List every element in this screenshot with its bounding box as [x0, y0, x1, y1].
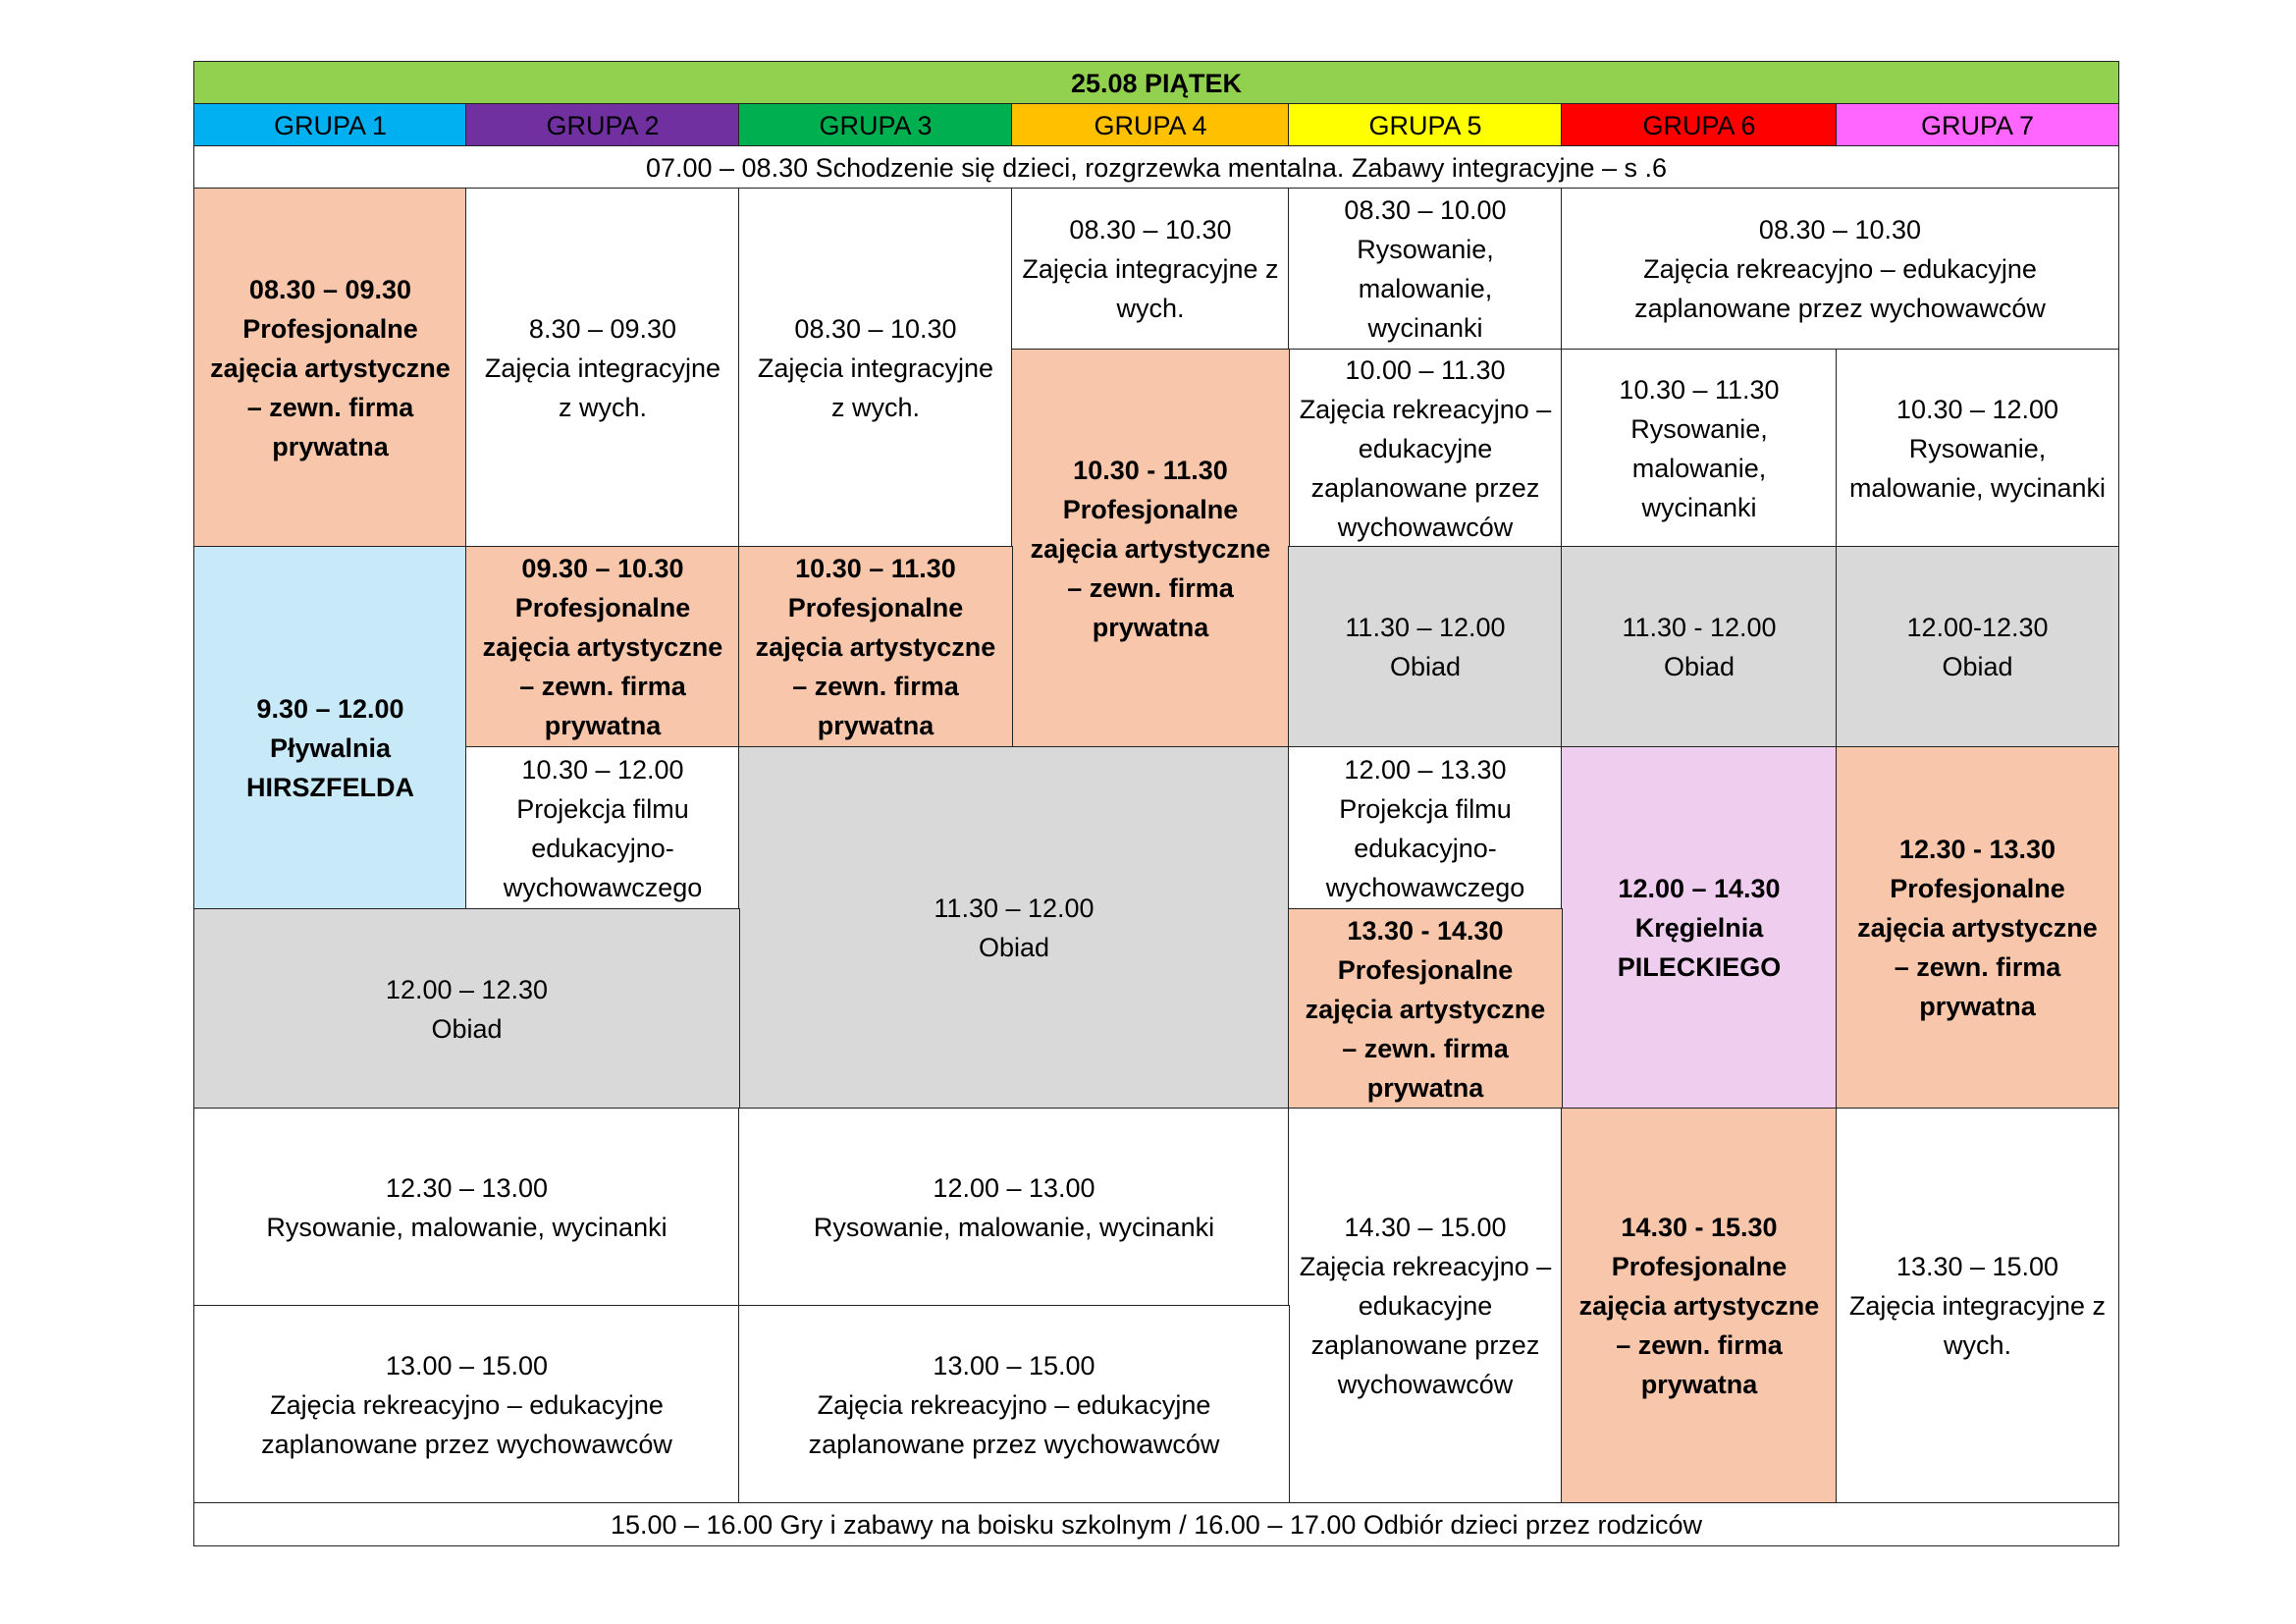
activity-time: 10.30 – 12.00 — [521, 754, 684, 785]
activity-g1-art — [193, 188, 467, 548]
activity-text: Zajęcia integracyjne z wych. — [757, 352, 994, 422]
activity-time: 10.30 – 12.00 — [1896, 394, 2059, 424]
activity-time: 10.30 – 11.30 — [1619, 374, 1780, 405]
activity-time: 11.30 – 12.00 — [1345, 613, 1506, 642]
activity-time: 11.30 - 12.00 — [1622, 613, 1777, 642]
activity-text: Obiad — [1942, 652, 2013, 681]
schedule-table — [193, 61, 2119, 1547]
activity-g2-art — [465, 546, 740, 748]
activity-time: 08.30 – 10.30 — [1069, 215, 1232, 244]
activity-time: 14.30 – 15.00 — [1344, 1213, 1507, 1242]
activity-g2-film — [465, 746, 740, 910]
activity-g1-pool — [193, 546, 467, 949]
activity-time: 11.30 – 12.00 — [934, 893, 1095, 923]
activity-text: Rysowanie, malowanie, wycinanki — [266, 1212, 667, 1242]
activity-time: 8.30 – 09.30 — [528, 313, 677, 344]
activity-g5-recre2 — [1288, 1108, 1563, 1504]
activity-g4-art — [1011, 349, 1290, 748]
activity-text: Obiad — [1663, 652, 1735, 681]
activity-time: 12.00 – 14.30 — [1618, 874, 1781, 903]
group-header-label: GRUPA 5 — [1368, 110, 1482, 140]
activity-text: Pływalnia HIRSZFELDA — [246, 732, 414, 802]
activity-time: 08.30 – 10.30 — [1758, 215, 1922, 244]
activity-text: Obiad — [431, 1013, 503, 1044]
group-header-label: GRUPA 6 — [1642, 110, 1756, 140]
activity-g12-draw — [193, 1108, 740, 1307]
activity-g34-lunch — [738, 746, 1290, 1110]
activity-text: Rysowanie, malowanie, wycinanki — [1848, 433, 2107, 503]
group-header-2 — [465, 103, 740, 147]
activity-text: Zajęcia rekreacyjno – edukacyjne zaplanowane przez wychowawców — [808, 1389, 1220, 1459]
activity-g5-art — [1288, 908, 1563, 1110]
day-title-text: 25.08 PIĄTEK — [1070, 68, 1243, 98]
day-title — [193, 61, 2119, 105]
activity-text: Profesjonalne zajęcia artystyczne – zewn. firma prywatna — [1857, 874, 2098, 1021]
activity-text: Zajęcia integracyjne z wych. — [1022, 254, 1279, 323]
group-header-label: GRUPA 4 — [1094, 110, 1207, 140]
group-header-1 — [193, 103, 467, 147]
activity-time: 13.00 – 15.00 — [933, 1350, 1095, 1380]
activity-time: 08.30 – 10.00 — [1344, 195, 1507, 225]
activity-text: Profesjonalne zajęcia artystyczne – zewn. firma prywatna — [755, 593, 996, 740]
activity-g6-lunch — [1561, 546, 1838, 748]
activity-text: Rysowanie, malowanie, wycinanki — [1357, 235, 1494, 343]
footer-note-text: 15.00 – 16.00 Gry i zabawy na boisku szkolnym / 16.00 – 17.00 Odbiór dzieci przez rodziców — [610, 1509, 1703, 1540]
group-header-3 — [738, 103, 1013, 147]
activity-g34-recre — [738, 1305, 1290, 1504]
activity-time: 13.00 – 15.00 — [385, 1350, 549, 1380]
activity-time: 13.30 - 14.30 — [1347, 915, 1504, 946]
group-header-6 — [1561, 103, 1838, 147]
activity-text: Zajęcia rekreacyjno – edukacyjne zaplanowane przez wychowawców — [1634, 254, 2046, 323]
group-header-label: GRUPA 1 — [273, 110, 388, 140]
morning-note-text: 07.00 – 08.30 Schodzenie się dzieci, rozgrzewka mentalna. Zabawy integracyjne – s .6 — [645, 152, 1668, 183]
activity-g6-bowling — [1561, 746, 1838, 1110]
activity-g7-draw — [1836, 349, 2119, 548]
activity-time: 12.00-12.30 — [1906, 613, 2049, 642]
footer-note — [193, 1502, 2119, 1546]
activity-text: Projekcja filmu edukacyjno-wychowawczego — [503, 793, 703, 902]
activity-text: Zajęcia integracyjne z wych. — [484, 352, 721, 422]
activity-text: Zajęcia rekreacyjno – edukacyjne zaplanowane przez wychowawców — [1299, 394, 1552, 542]
activity-text: Projekcja filmu edukacyjno-wychowawczego — [1325, 793, 1525, 902]
activity-time: 08.30 – 09.30 — [248, 274, 412, 304]
group-header-7 — [1836, 103, 2119, 147]
group-header-5 — [1288, 103, 1563, 147]
activity-g4-integr — [1011, 188, 1290, 351]
activity-text: Kręgielnia PILECKIEGO — [1617, 913, 1782, 982]
activity-text: Zajęcia rekreacyjno – edukacyjne zaplanowane przez wychowawców — [261, 1389, 672, 1459]
activity-time: 08.30 – 10.30 — [794, 313, 957, 344]
activity-time: 14.30 - 15.30 — [1621, 1213, 1778, 1242]
activity-g5-film — [1288, 746, 1563, 910]
activity-text: Zajęcia integracyjne z wych. — [1848, 1291, 2107, 1360]
activity-time: 12.30 - 13.30 — [1898, 835, 2056, 864]
activity-time: 12.00 – 13.30 — [1344, 754, 1507, 785]
activity-text: Profesjonalne zajęcia artystyczne – zewn. firma prywatna — [1305, 954, 1546, 1103]
activity-time: 09.30 – 10.30 — [521, 554, 684, 583]
activity-g7-lunch — [1836, 546, 2119, 748]
activity-g5-lunch — [1288, 546, 1563, 748]
activity-time: 12.00 – 12.30 — [385, 974, 549, 1004]
activity-text: Profesjonalne zajęcia artystyczne – zewn. firma prywatna — [1030, 494, 1271, 642]
activity-g6-art — [1561, 1108, 1838, 1504]
activity-g5-recre — [1288, 349, 1563, 548]
activity-g3-art — [738, 546, 1013, 748]
activity-time: 10.30 – 11.30 — [795, 554, 956, 583]
activity-text: Profesjonalne zajęcia artystyczne – zewn. firma prywatna — [482, 593, 723, 740]
activity-time: 12.00 – 13.00 — [933, 1172, 1095, 1203]
activity-text: Profesjonalne zajęcia artystyczne – zewn. firma prywatna — [210, 313, 451, 461]
activity-text: Obiad — [978, 933, 1050, 962]
activity-g12-lunch — [193, 908, 740, 1110]
activity-g67-recre — [1561, 188, 2119, 351]
activity-g2-integr — [465, 188, 740, 548]
activity-time: 9.30 – 12.00 — [256, 693, 404, 724]
activity-g6-draw — [1561, 349, 1838, 548]
activity-g3-integr — [738, 188, 1013, 548]
activity-text: Rysowanie, malowanie, wycinanki — [813, 1212, 1215, 1242]
group-header-label: GRUPA 7 — [1920, 110, 2035, 140]
activity-g7-integr — [1836, 1108, 2119, 1504]
activity-g34-draw — [738, 1108, 1290, 1307]
morning-note — [193, 145, 2119, 189]
group-header-label: GRUPA 3 — [819, 110, 933, 140]
activity-text: Obiad — [1389, 652, 1462, 681]
activity-text: Profesjonalne zajęcia artystyczne – zewn. firma prywatna — [1578, 1252, 1820, 1399]
activity-time: 13.30 – 15.00 — [1896, 1252, 2059, 1281]
activity-g12-recre — [193, 1305, 740, 1504]
activity-g7-art — [1836, 746, 2119, 1110]
activity-text: Rysowanie, malowanie, wycinanki — [1630, 413, 1768, 522]
activity-g5-draw — [1288, 188, 1563, 351]
activity-time: 10.30 - 11.30 — [1073, 455, 1228, 485]
group-header-4 — [1011, 103, 1290, 147]
activity-text: Zajęcia rekreacyjno – edukacyjne zaplanowane przez wychowawców — [1299, 1252, 1552, 1399]
activity-time: 12.30 – 13.00 — [385, 1172, 549, 1203]
group-header-label: GRUPA 2 — [546, 110, 660, 140]
activity-time: 10.00 – 11.30 — [1345, 354, 1506, 385]
